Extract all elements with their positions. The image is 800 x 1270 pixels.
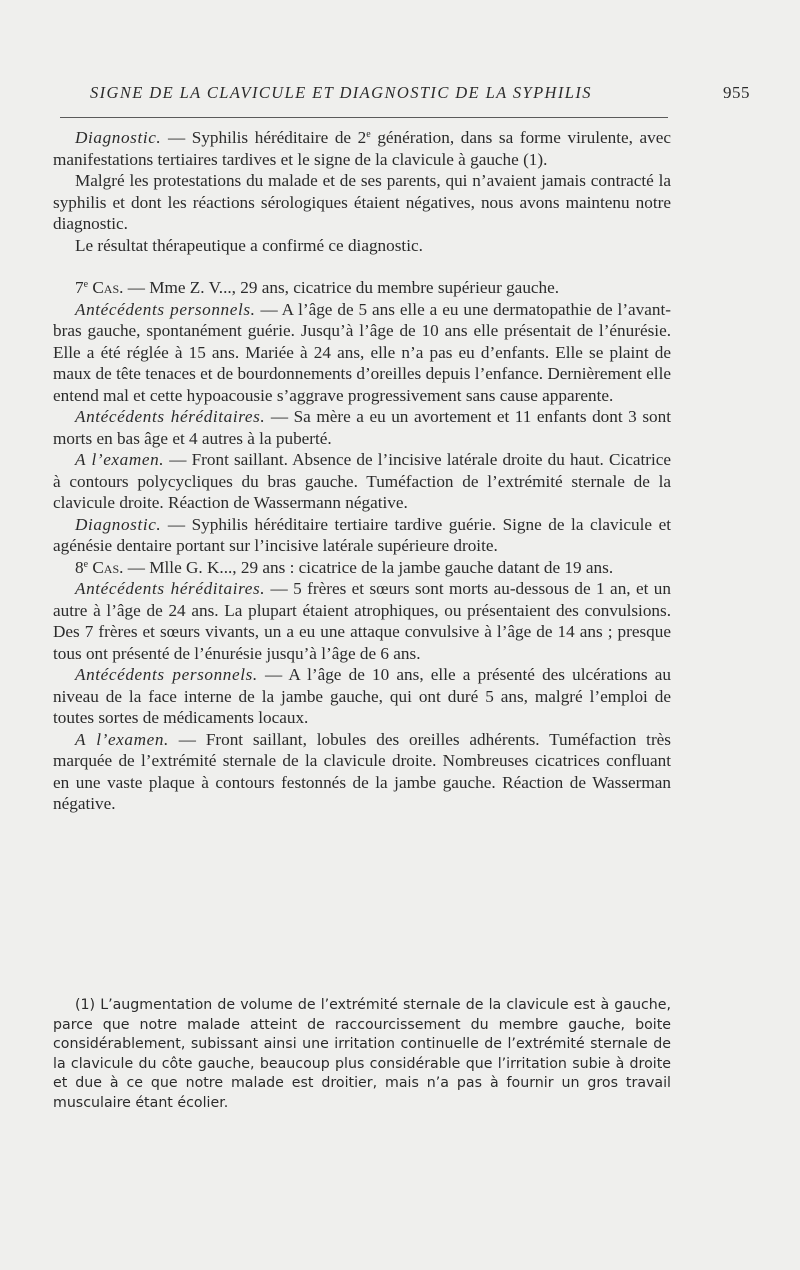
case-7-diagnostic: Diagnostic. — Syphilis héréditaire tertiaire tardive guérie. Signe de la clavicule et agénésie dentaire portant sur l’incisive latérale supérieure droite. bbox=[53, 514, 671, 555]
case-7-examen: A l’examen. — Front saillant. Absence de l’incisive latérale droite du haut. Cicatrice à contours polycycliques du bras gauche. Tuméfaction de l’extrémité sternale de la clavicule droite. Réaction de Wassermann négative. bbox=[53, 450, 671, 512]
case-8-antecedents-personnels: Antécédents personnels. — A l’âge de 10 ans, elle a présenté des ulcérations au niveau de la face interne de la jambe gauche, qui ont duré 5 ans, malgré l’emploi de toutes sortes de médicaments locaux. bbox=[53, 665, 671, 727]
case-8-examen: A l’examen. — Front saillant, lobules des oreilles adhérents. Tuméfaction très marquée de l’extrémité sternale de la clavicule droite. Nombreuses cicatrices confluant en une vaste plaque à contours festonnés de la jambe gauche. Réaction de Wasserman négative. bbox=[53, 729, 671, 813]
running-head bbox=[60, 83, 750, 113]
case-8-antecedents-hereditaires: Antécédents héréditaires. — 5 frères et sœurs sont morts au-dessous de 1 an, et un autre à l’âge de 24 ans. La plupart étaient atrophiques, ou présentaient des convulsions. Des 7 frères et sœurs vivants, un a eu une attaque convulsive à l’âge de 14 ans ; presque tous ont présenté de l’énurésie jusqu’à l’âge de 6 ans. bbox=[53, 579, 671, 663]
running-title: SIGNE DE LA CLAVICULE ET DIAGNOSTIC DE LA SYPHILIS bbox=[90, 83, 592, 102]
header-rule bbox=[60, 117, 668, 118]
case-7-antecedents-personnels: Antécédents personnels. — A l’âge de 5 ans elle a eu une dermatopathie de l’avant-bras gauche, spontanément guérie. Jusqu’à l’âge de 10 ans elle présentait de l’énurésie. Elle a été réglée à 15 ans. Mariée à 24 ans, elle n’a pas eu d’enfants. Elle se plaint de maux de tête tenaces et de bourdonnements d’oreilles depuis l’enfance. Dernièrement elle entend mal et cette hypoacousie s’aggrave progressivement sans cause apparente. bbox=[53, 299, 671, 405]
footnote bbox=[53, 996, 671, 1114]
footnote-text: (1) L’augmentation de volume de l’extrémité sternale de la clavicule est à gauche, parce que notre malade atteint de raccourcissement du membre gauche, boite considérablement, subissant ainsi une irritation continuelle de l’extrémité sternale de la clavicule du côte gauche, beaucoup plus considérable que l’irritation subie à droite et due à ce que notre malade est droitier, mais n’a pas à fournir un gros travail musculaire étant écolier. bbox=[53, 997, 671, 1111]
paragraph-diagnostic: Diagnostic. — Syphilis héréditaire de 2e génération, dans sa forme virulente, avec manifestations tertiaires tardives et le signe de la clavicule à gauche (1). bbox=[53, 128, 671, 169]
diagnostic-label: Diagnostic. bbox=[75, 128, 162, 147]
body-text bbox=[53, 127, 671, 815]
page-number: 955 bbox=[723, 83, 750, 102]
case-8-heading: 8e Cas. — Mlle G. K..., 29 ans : cicatrice de la jambe gauche datant de 19 ans. bbox=[75, 557, 614, 577]
paragraph-protestations: Malgré les protestations du malade et de ses parents, qui n’avaient jamais contracté la syphilis et dont les réactions sérologiques étaient négatives, nous avons maintenu notre diagnostic. bbox=[53, 171, 671, 233]
case-7-antecedents-hereditaires: Antécédents héréditaires. — Sa mère a eu un avortement et 11 enfants dont 3 sont morts en bas âge et 4 autres à la puberté. bbox=[53, 407, 671, 448]
paragraph-resultat: Le résultat thérapeutique a confirmé ce diagnostic. bbox=[75, 235, 423, 255]
case-7-heading: 7e Cas. — Mme Z. V..., 29 ans, cicatrice du membre supérieur gauche. bbox=[75, 278, 560, 297]
